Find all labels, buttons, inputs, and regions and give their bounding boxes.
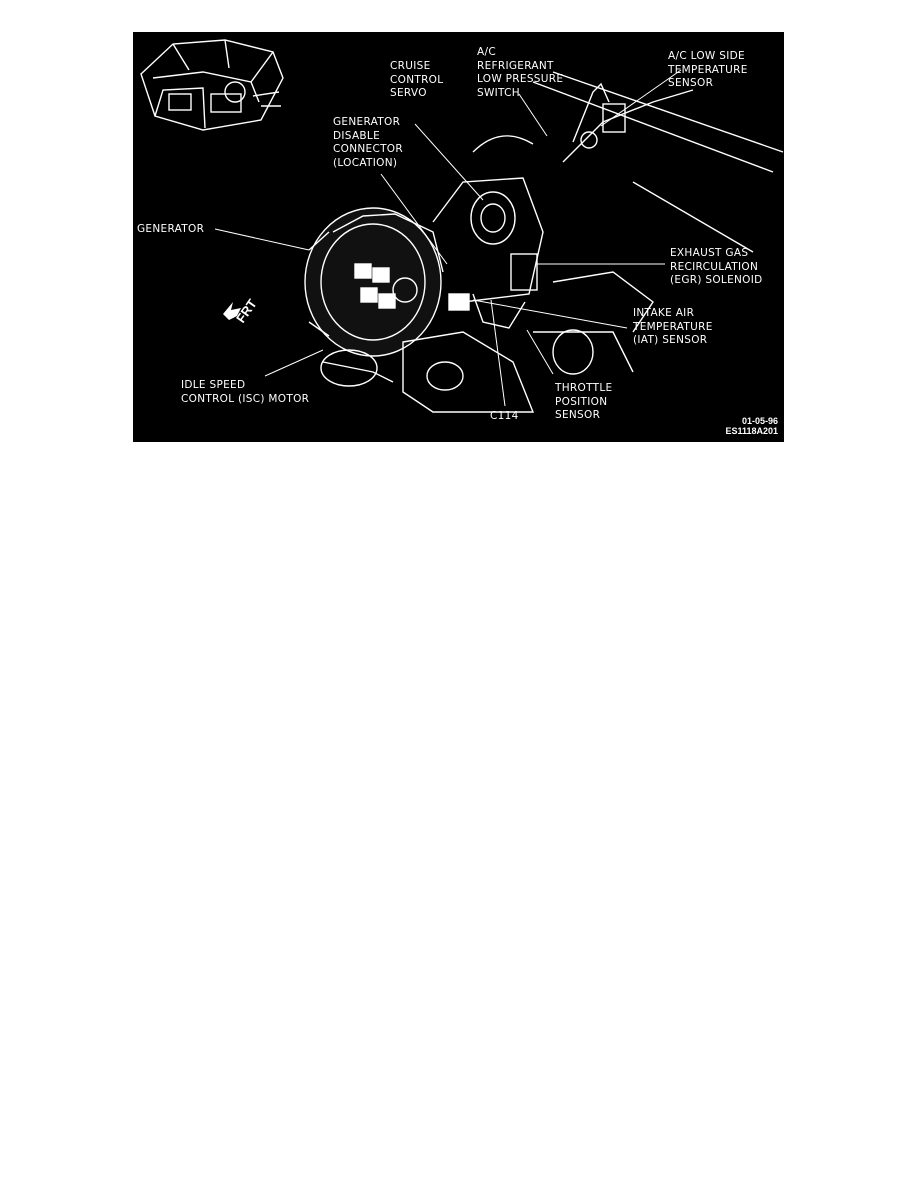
stamp-code: ES1118A201 — [725, 426, 778, 436]
figure-stamp — [725, 416, 778, 436]
label-isc-motor: IDLE SPEED CONTROL (ISC) MOTOR — [181, 379, 310, 405]
label-cruise-control-servo: CRUISE CONTROL SERVO — [390, 60, 444, 99]
label-ac-low-side-temp-sensor: A/C LOW SIDE TEMPERATURE SENSOR — [668, 50, 748, 89]
cruise-servo-and-throttle — [433, 178, 543, 328]
leader-lines — [215, 70, 681, 406]
label-throttle-position-sensor: THROTTLE POSITION SENSOR — [555, 382, 613, 421]
stamp-date: 01-05-96 — [741, 416, 778, 426]
label-ac-low-pressure-switch: A/C REFRIGERANT LOW PRESSURE SWITCH — [477, 46, 564, 99]
engine-component-diagram — [133, 32, 784, 442]
label-egr-solenoid: EXHAUST GAS RECIRCULATION (EGR) SOLENOID — [670, 247, 763, 286]
label-c114: C114 — [490, 410, 519, 422]
label-iat-sensor: INTAKE AIR TEMPERATURE (IAT) SENSOR — [633, 307, 713, 346]
label-frt: FRT — [233, 296, 260, 326]
label-generator-disable-connector: GENERATOR DISABLE CONNECTOR (LOCATION) — [333, 116, 403, 169]
label-generator: GENERATOR — [137, 223, 205, 235]
vehicle-locator-thumbnail — [141, 40, 283, 130]
